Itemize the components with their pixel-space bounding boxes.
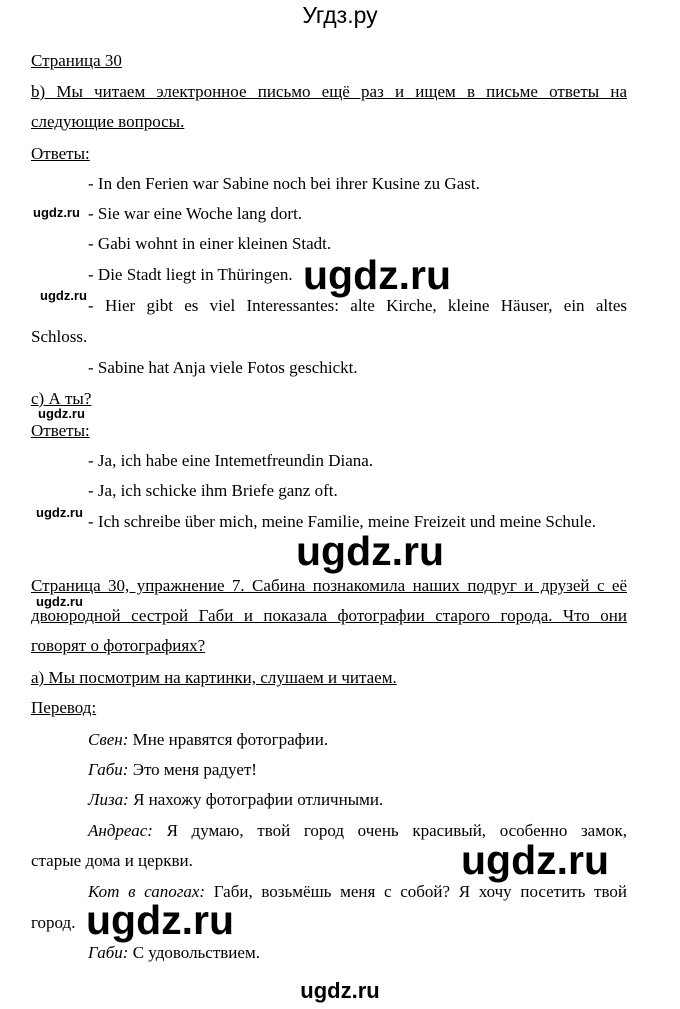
answers-label-2: Ответы: xyxy=(31,421,90,440)
speech-text: Габи, возьмёшь меня с собой? Я хочу посетить твой xyxy=(205,882,627,901)
speaker-name: Лиза: xyxy=(88,790,129,809)
watermark-small: ugdz.ru xyxy=(40,288,87,303)
task-b-line1: b) Мы читаем электронное письмо ещё раз и ищем в письме ответы на xyxy=(31,82,627,101)
dialogue-line xyxy=(88,729,328,751)
speech-text: Мне нравятся фотографии. xyxy=(128,730,329,749)
answer-line: - In den Ferien war Sabine noch bei ihrer Kusine zu Gast. xyxy=(88,174,480,193)
watermark-small: ugdz.ru xyxy=(38,406,85,421)
answer-line: - Ja, ich habe eine Intemetfreundin Diana. xyxy=(88,451,374,470)
answer-line: - Ich schreibe über mich, meine Familie, meine Freizeit und meine Schule. xyxy=(88,512,596,531)
answer-line: - Ja, ich schicke ihm Briefe ganz oft. xyxy=(88,481,338,500)
speaker-name: Габи: xyxy=(88,760,129,779)
answer-line: - Die Stadt liegt in Thüringen. xyxy=(88,265,293,284)
speech-text: Я нахожу фотографии отличными. xyxy=(128,790,384,809)
exercise-heading-line3: говорят о фотографиях? xyxy=(31,636,206,655)
page-label: Страница 30 xyxy=(31,51,122,70)
dialogue-line xyxy=(88,789,383,811)
answer-line-continuation: Schloss. xyxy=(31,327,88,346)
task-c: c) А ты? xyxy=(31,389,92,408)
dialogue-line xyxy=(88,759,257,781)
answers-label: Ответы: xyxy=(31,144,90,163)
speech-text: Я думаю, твой город очень красивый, особенно замок, xyxy=(152,821,627,840)
dialogue-line-continuation: старые дома и церкви. xyxy=(31,851,193,870)
exercise-heading-line2: двоюродной сестрой Габи и показала фотографии старого города. Что они xyxy=(31,606,627,625)
watermark-small: ugdz.ru xyxy=(36,505,83,520)
translation-label: Перевод: xyxy=(31,698,97,717)
speaker-name: Андреас: xyxy=(88,821,153,840)
answer-line: - Hier gibt es viel Interessantes: alte Kirche, kleine Häuser, ein altes xyxy=(88,296,627,315)
speaker-name: Свен: xyxy=(88,730,129,749)
answer-line: - Sabine hat Anja viele Fotos geschickt. xyxy=(88,358,358,377)
task-b-line2: следующие вопросы. xyxy=(31,112,185,131)
speech-text: С удовольствием. xyxy=(128,943,260,962)
watermark-big: ugdz.ru xyxy=(296,528,445,574)
dialogue-line-continuation: город. xyxy=(31,913,76,932)
watermark-big: ugdz.ru xyxy=(86,897,235,943)
dialogue-line xyxy=(88,942,260,964)
exercise-heading-line1: Страница 30, упражнение 7. Сабина познакомила наших подруг и друзей с её xyxy=(31,576,627,595)
answer-line: - Sie war eine Woche lang dort. xyxy=(88,204,303,223)
task-a: а) Мы посмотрим на картинки, слушаем и читаем. xyxy=(31,668,397,687)
speaker-name: Габи: xyxy=(88,943,129,962)
site-title: Угдз.ру xyxy=(302,2,378,28)
watermark-small: ugdz.ru xyxy=(36,594,83,609)
speaker-name: Кот в сапогах: xyxy=(88,882,206,901)
answer-line: - Gabi wohnt in einer kleinen Stadt. xyxy=(88,234,332,253)
speech-text: Это меня радует! xyxy=(128,760,257,779)
watermark-small: ugdz.ru xyxy=(33,205,80,220)
watermark-big: ugdz.ru xyxy=(303,252,452,298)
site-footer: ugdz.ru xyxy=(300,978,380,1003)
watermark-big: ugdz.ru xyxy=(461,837,610,883)
